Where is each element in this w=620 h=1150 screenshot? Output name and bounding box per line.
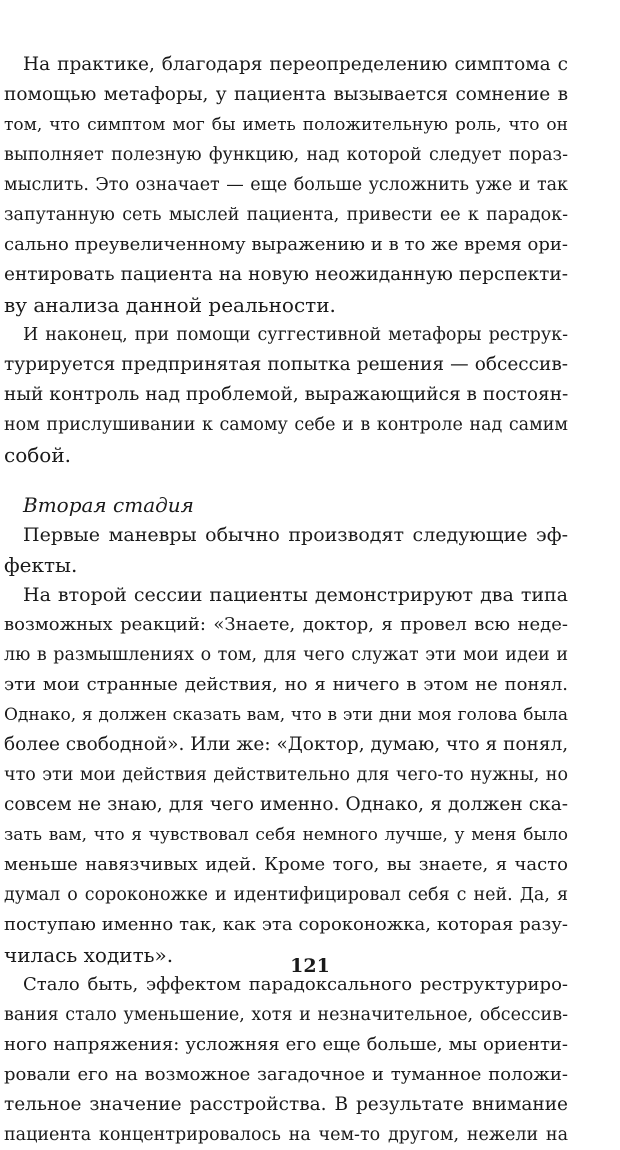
text-line: ном прислушивании к самому себе и в контроле над самим [4, 415, 568, 435]
heading-spacer [4, 470, 568, 490]
page-number: 121 [290, 955, 330, 977]
section-heading: Вторая стадия [23, 493, 194, 517]
text-line: ный контроль над проблемой, выражающийся в постоян- [4, 384, 568, 405]
paragraph [4, 50, 568, 320]
text-line: Первые маневры обычно производят следующие эф- [23, 524, 568, 546]
text-line: фекты. [4, 553, 78, 577]
text-line: возможных реакций: «Знаете, доктор, я провел всю неде- [4, 614, 568, 635]
text-line: Однако, я должен сказать вам, что в эти дни моя голова была [4, 705, 568, 725]
text-line: тельное значение расстройства. В результате внимание [4, 1094, 568, 1115]
text-line: ентировать пациента на новую неожиданную перспекти- [4, 264, 568, 285]
text-line: сально преувеличенному выражению и в то же время ори- [4, 234, 568, 255]
paragraph [4, 320, 568, 470]
page-body [4, 50, 568, 1150]
text-line: мыслить. Это означает — еще больше усложнить уже и так [4, 175, 568, 195]
text-line: На практике, благодаря переопределению симптома с [23, 54, 568, 75]
text-line: Стало быть, эффектом парадоксального реструктуриро- [23, 974, 568, 995]
text-line: вания стало уменьшение, хотя и незначительное, обсессив- [4, 1005, 568, 1025]
paragraph [4, 580, 568, 970]
text-line: ного напряжения: усложняя его еще больше, мы ориенти- [4, 1034, 568, 1055]
text-line: чилась ходить». [4, 943, 174, 967]
text-line: собой. [4, 443, 72, 467]
text-line: турируется предпринятая попытка решения — обсессив- [4, 354, 568, 375]
text-line: помощью метафоры, у пациента вызывается сомнение в [4, 84, 568, 105]
text-line: ву анализа данной реальности. [4, 293, 336, 317]
text-line: ровали его на возможное загадочное и туманное положи- [4, 1064, 568, 1085]
text-line: запутанную сеть мыслей пациента, привести ее к парадок- [4, 205, 568, 225]
text-line: что эти мои действия действительно для чего-то нужны, но [4, 765, 568, 785]
paragraph [4, 970, 568, 1150]
text-line: И наконец, при помощи суггестивной метафоры реструк- [23, 325, 568, 345]
text-line: выполняет полезную функцию, над которой следует пораз- [4, 145, 568, 165]
text-line: пациента концентрировалось на чем-то другом, нежели на [4, 1125, 568, 1145]
text-line: лю в размышлениях о том, для чего служат эти мои идеи и [4, 645, 568, 665]
text-line: совсем не знаю, для чего именно. Однако, я должен ска- [4, 794, 568, 815]
text-line: меньше навязчивых идей. Кроме того, вы знаете, я часто [4, 854, 568, 875]
text-line: более свободной». Или же: «Доктор, думаю, что я понял, [4, 734, 568, 755]
text-line: думал о сороконожке и идентифицировал себя с ней. Да, я [4, 885, 568, 905]
text-line: На второй сессии пациенты демонстрируют два типа [23, 584, 568, 606]
paragraph [4, 520, 568, 580]
text-line: зать вам, что я чувствовал себя немного лучше, у меня было [4, 825, 568, 845]
text-line: том, что симптом мог бы иметь положительную роль, что он [4, 115, 568, 135]
text-line: поступаю именно так, как эта сороконожка, которая разу- [4, 914, 568, 935]
text-line: эти мои странные действия, но я ничего в этом не понял. [4, 674, 568, 695]
